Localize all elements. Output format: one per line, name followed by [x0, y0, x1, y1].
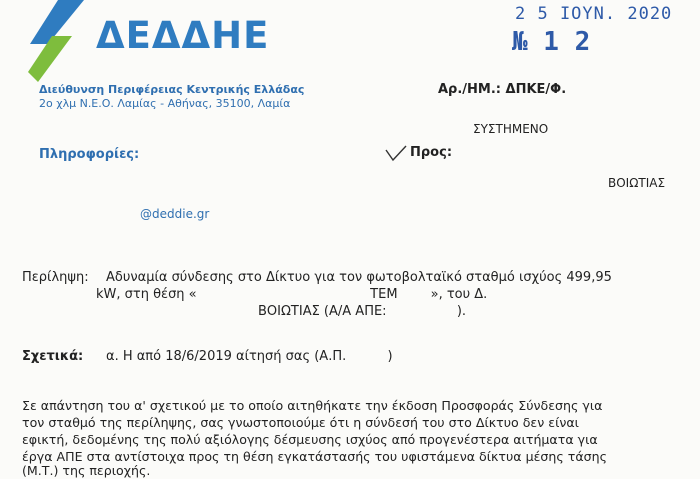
body-line-4: έργα ΑΠΕ στα αντίστοιχα προς τη θέση εγκατάστασής του υφιστάμενα δίκτυα μέσης τάσης — [22, 449, 608, 464]
info-label: Πληροφορίες: — [39, 147, 140, 162]
summary-line-3: ΒΟΙΩΤΙΑΣ (Α/Α ΑΠΕ: ). — [258, 304, 467, 319]
registered-label: ΣΥΣΤΗΜΕΝΟ — [473, 122, 549, 136]
related-label: Σχετικά: — [22, 349, 84, 364]
summary-label: Περίληψη: — [22, 270, 89, 285]
recipient-region: ΒΟΙΩΤΙΑΣ — [608, 176, 666, 190]
summary-line-1: Αδυναμία σύνδεσης στο Δίκτυο για τον φωτοβολταϊκό σταθμό ισχύος 499,95 — [106, 270, 612, 285]
stamp-date: 2 5 ΙΟΥΝ. 2020 — [515, 4, 673, 24]
brand-name: ΔΕΔΔΗΕ — [96, 14, 270, 57]
contact-email[interactable]: @deddie.gr — [140, 207, 210, 221]
body-line-5: (Μ.Τ.) της περιοχής. — [22, 463, 151, 478]
org-address: 2ο χλμ Ν.Ε.Ο. Λαμίας - Αθήνας, 35100, Λαμία — [39, 97, 291, 110]
to-label: Προς: — [410, 145, 453, 160]
stamp-number: № 1 2 — [512, 27, 591, 57]
summary-line-2: kW, στη θέση « ΤΕΜ », του Δ. — [96, 287, 488, 302]
body-line-1: Σε απάντηση του α' σχετικού με το οποίο αιτηθήκατε την έκδοση Προσφοράς Σύνδεσης για — [22, 398, 603, 413]
org-name: Διεύθυνση Περιφέρειας Κεντρικής Ελλάδας — [39, 83, 305, 96]
related-text: α. Η από 18/6/2019 αίτησή σας (Α.Π. ) — [106, 349, 393, 364]
reference-number: Αρ./ΗΜ.: ΔΠΚΕ/Φ. — [438, 82, 567, 97]
checkmark-icon — [384, 144, 408, 162]
body-line-2: τον σταθμό της περίληψης, σας γνωστοποιούμε ότι η σύνδεσή του στο Δίκτυο δεν είναι — [22, 415, 579, 430]
body-line-3: εφικτή, δεδομένης της πολύ αξιόλογης δέσμευσης ισχύος από προγενέστερα αιτήματα για — [22, 432, 598, 447]
deddie-logo-icon — [22, 0, 102, 82]
